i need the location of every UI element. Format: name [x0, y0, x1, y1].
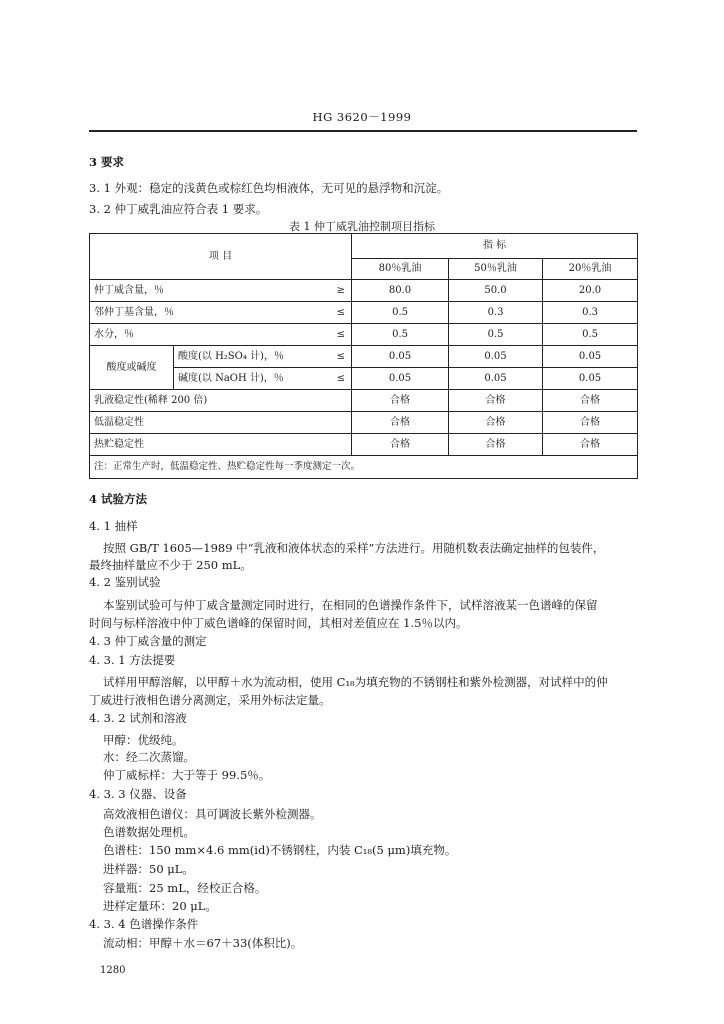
instrument-loop: 进样定量环：20 μL。	[103, 899, 217, 913]
cell-value: 0.3	[543, 302, 638, 324]
header-rule	[89, 130, 637, 132]
table-caption: 表 1 仲丁威乳油控制项目指标	[289, 220, 435, 233]
cell-value: 合格	[352, 434, 449, 456]
instrument-column: 色谱柱：150 mm×4.6 mm(id)不锈钢柱，内装 C₁₈(5 μm)填充物。	[103, 843, 457, 857]
instrument-injector: 进样器：50 μL。	[103, 862, 194, 876]
row-label: 仲丁威含量，％	[90, 280, 324, 302]
row-label: 热贮稳定性	[90, 434, 352, 456]
cell-value: 合格	[449, 412, 543, 434]
clause-3-1: 3. 1 外观：稳定的浅黄色或棕红色均相液体，无可见的悬浮物和沉淀。	[89, 181, 449, 195]
cell-value: 合格	[543, 390, 638, 412]
reagent-methanol: 甲醇：优级纯。	[103, 733, 184, 747]
instrument-hplc: 高效液相色谱仪：具可调波长紫外检测器。	[103, 807, 322, 821]
para-4-2-line2: 时间与标样溶液中仲丁威色谱峰的保留时间，其相对差值应在 1.5％以内。	[89, 616, 468, 630]
row-label: 邻仲丁基含量，％	[90, 302, 324, 324]
acid-group-label: 酸度或碱度	[90, 346, 174, 390]
cell-value: 合格	[543, 434, 638, 456]
heading-4-3-3: 4. 3. 3 仪器、设备	[89, 787, 187, 801]
heading-4-3-2: 4. 3. 2 试剂和溶液	[89, 711, 187, 725]
table-row	[90, 280, 638, 302]
col-item-header: 项 目	[90, 234, 352, 280]
cell-value: 0.5	[543, 324, 638, 346]
table-row	[90, 412, 638, 434]
cell-value: 0.5	[352, 324, 449, 346]
cell-value: 0.05	[352, 346, 449, 368]
table-row	[90, 346, 638, 368]
instrument-processor: 色谱数据处理机。	[103, 825, 195, 839]
cell-value: 80.0	[352, 280, 449, 302]
para-4-1-line2: 最终抽样量应不少于 250 mL。	[89, 558, 252, 572]
row-symbol: ≤	[324, 346, 352, 368]
cell-value: 0.05	[543, 368, 638, 390]
heading-4-3-1: 4. 3. 1 方法提要	[89, 653, 176, 667]
para-4-1-line1: 按照 GB/T 1605—1989 中“乳液和液体状态的采样”方法进行。用随机数表法确定抽样的包装件，	[103, 541, 605, 555]
cell-value: 0.05	[449, 346, 543, 368]
table-row	[90, 302, 638, 324]
row-symbol: ≤	[324, 324, 352, 346]
sub-col-20: 20％乳油	[543, 259, 638, 280]
cell-value: 合格	[352, 390, 449, 412]
row-symbol: ≥	[324, 280, 352, 302]
heading-4-3: 4. 3 仲丁威含量的测定	[89, 634, 207, 648]
row-label: 碱度(以 NaOH 计)，％	[174, 368, 324, 390]
cell-value: 合格	[543, 412, 638, 434]
table-row	[90, 434, 638, 456]
mobile-phase: 流动相：甲醇＋水＝67＋33(体积比)。	[103, 936, 303, 950]
row-label: 酸度(以 H₂SO₄ 计)，％	[174, 346, 324, 368]
table-note: 注：正常生产时，低温稳定性、热贮稳定性每一季度测定一次。	[90, 456, 638, 479]
cell-value: 0.5	[352, 302, 449, 324]
section-4-title: 4 试验方法	[89, 492, 148, 506]
para-4-3-1-line2: 丁威进行液相色谱分离测定，采用外标法定量。	[89, 693, 331, 707]
sub-col-80: 80％乳油	[352, 259, 449, 280]
table-row	[90, 390, 638, 412]
heading-4-2: 4. 2 鉴别试验	[89, 575, 161, 589]
sub-col-50: 50％乳油	[449, 259, 543, 280]
cell-value: 0.5	[449, 324, 543, 346]
reagent-water: 水：经二次蒸馏。	[103, 750, 195, 764]
para-4-2-line1: 本鉴别试验可与仲丁威含量测定同时进行，在相同的色谱操作条件下，试样溶液某一色谱峰的保留	[103, 598, 598, 612]
cell-value: 合格	[352, 412, 449, 434]
cell-value: 20.0	[543, 280, 638, 302]
instrument-flask: 容量瓶：25 mL，经校正合格。	[103, 881, 267, 895]
row-label: 低温稳定性	[90, 412, 352, 434]
cell-value: 合格	[449, 390, 543, 412]
cell-value: 合格	[449, 434, 543, 456]
col-index-header: 指 标	[352, 234, 638, 259]
section-3-title: 3 要求	[89, 155, 125, 169]
table-row	[90, 324, 638, 346]
heading-4-1: 4. 1 抽样	[89, 519, 138, 533]
reagent-standard: 仲丁威标样：大于等于 99.5％。	[103, 768, 271, 782]
clause-3-2: 3. 2 仲丁威乳油应符合表 1 要求。	[89, 202, 268, 216]
cell-value: 0.05	[449, 368, 543, 390]
row-symbol: ≤	[324, 368, 352, 390]
cell-value: 0.05	[352, 368, 449, 390]
cell-value: 50.0	[449, 280, 543, 302]
row-label: 乳液稳定性(稀释 200 倍)	[90, 390, 352, 412]
standard-number: HG 3620－1999	[312, 110, 412, 124]
row-label: 水分，％	[90, 324, 324, 346]
cell-value: 0.3	[449, 302, 543, 324]
page-number: 1280	[100, 965, 126, 976]
para-4-3-1-line1: 试样用甲醇溶解，以甲醇＋水为流动相，使用 C₁₈为填充物的不锈钢柱和紫外检测器，对试样中的仲	[103, 675, 608, 689]
row-symbol: ≤	[324, 302, 352, 324]
cell-value: 0.05	[543, 346, 638, 368]
heading-4-3-4: 4. 3. 4 色谱操作条件	[89, 917, 199, 931]
spec-table	[89, 233, 638, 479]
